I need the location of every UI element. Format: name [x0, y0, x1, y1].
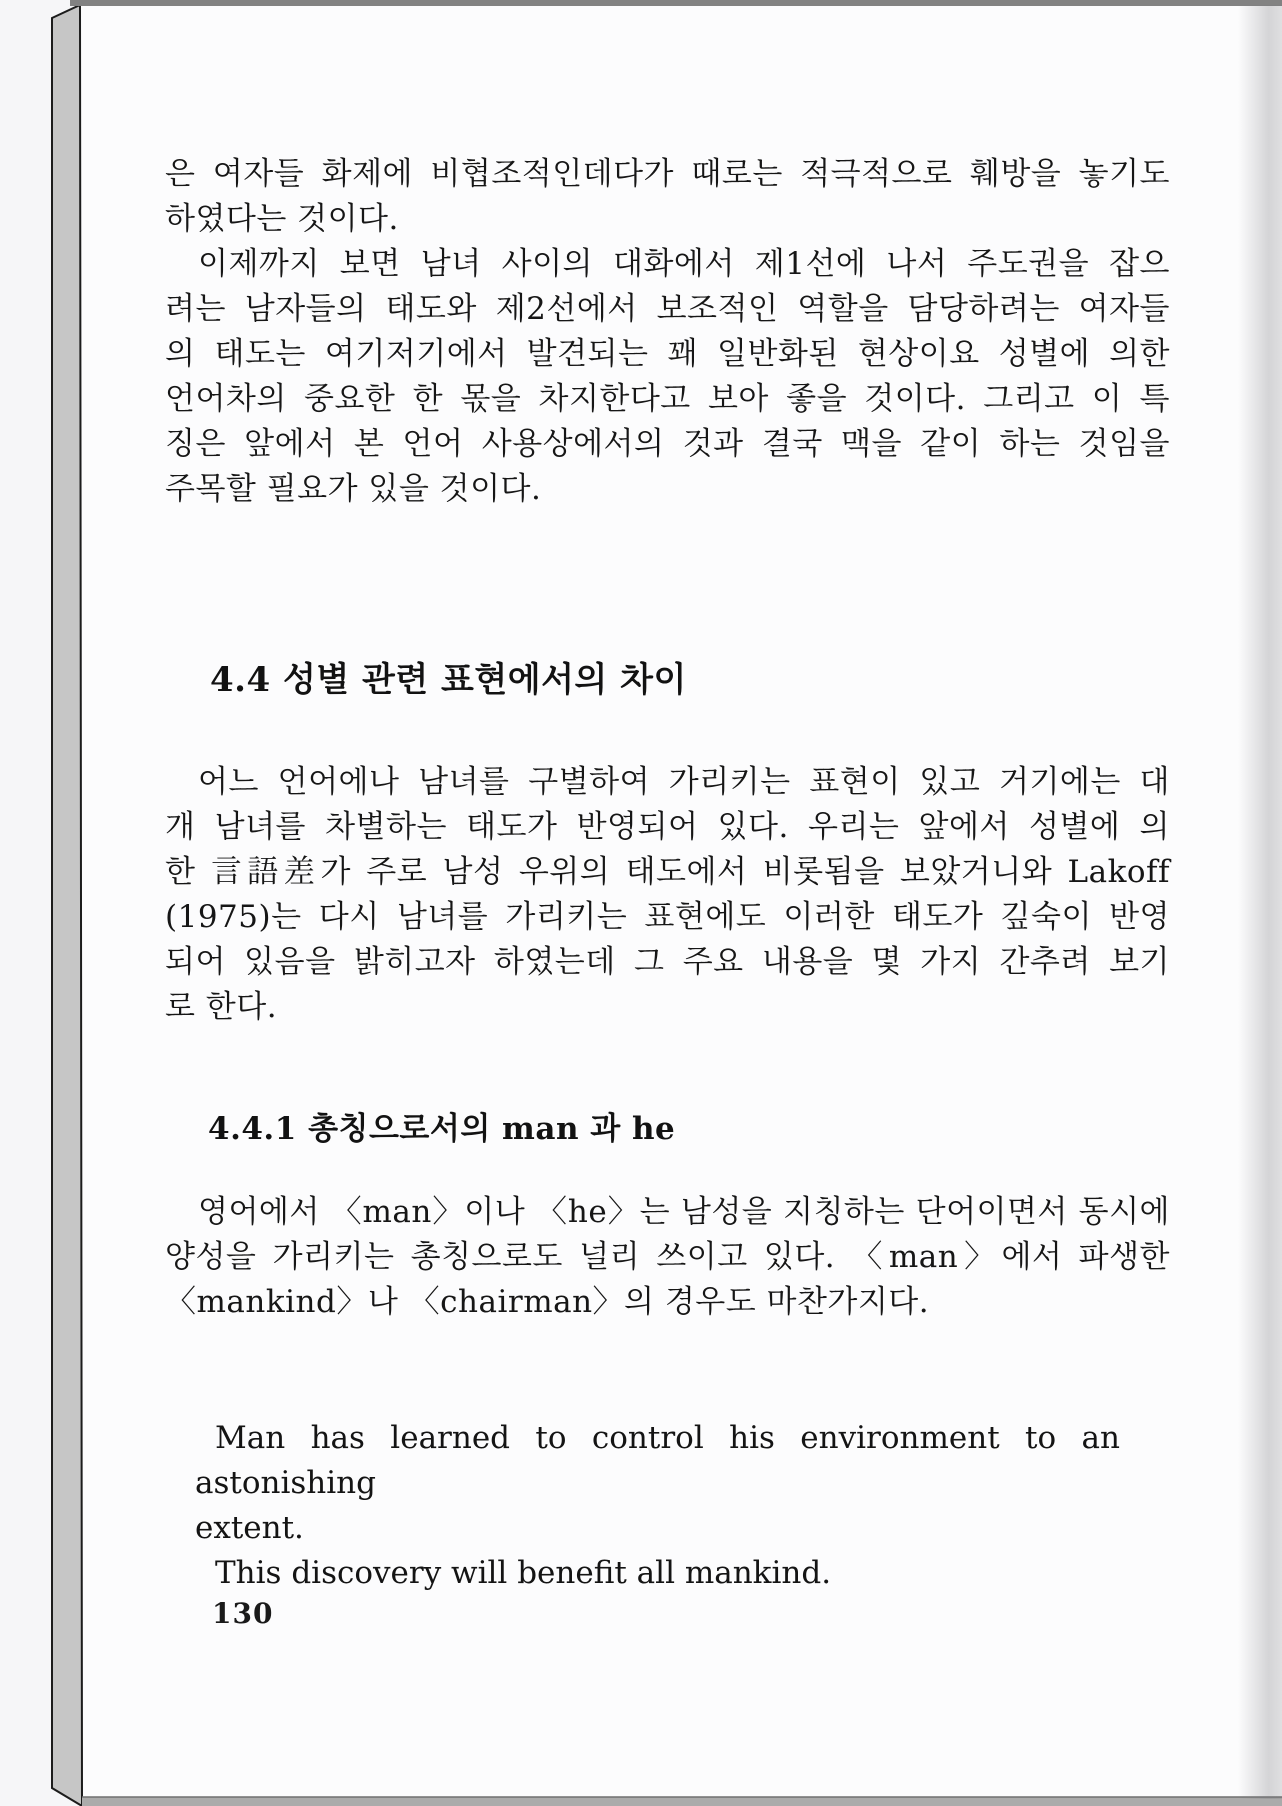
text-line: 려는 남자들의 태도와 제2선에서 보조적인 역할을 담당하려는 여자들	[165, 291, 1170, 327]
text-line: 한 言語差가 주로 남성 우위의 태도에서 비롯됨을 보았거니와 Lakoff	[165, 854, 1170, 890]
text-line: 주목할 필요가 있을 것이다.	[165, 471, 542, 507]
subsection-heading-4-4-1: 4.4.1 총칭으로서의 man 과 he	[208, 1111, 676, 1147]
english-example-block	[195, 1416, 1120, 1596]
text-line: 되어 있음을 밝히고자 하였는데 그 주요 내용을 몇 가지 간추려 보기	[165, 944, 1170, 980]
text-line: 언어차의 중요한 한 몫을 차지한다고 보아 좋을 것이다. 그리고 이 특	[165, 381, 1170, 417]
text-line: (1975)는 다시 남녀를 가리키는 표현에도 이러한 태도가 깊숙이 반영	[165, 899, 1170, 935]
text-line: 이제까지 보면 남녀 사이의 대화에서 제1선에 나서 주도권을 잡으	[198, 246, 1170, 282]
section-heading-4-4: 4.4 성별 관련 표현에서의 차이	[210, 660, 687, 700]
text-line: 은 여자들 화제에 비협조적인데다가 때로는 적극적으로 훼방을 놓기도	[165, 156, 1170, 192]
example-line: extent.	[195, 1510, 304, 1546]
page-curl-shading	[1238, 5, 1282, 1799]
text-line: 의 태도는 여기저기에서 발견되는 꽤 일반화된 현상이요 성별에 의한	[165, 336, 1170, 372]
body-paragraph-3	[165, 760, 1170, 1030]
text-line: 〈mankind〉나 〈chairman〉의 경우도 마찬가지다.	[165, 1284, 930, 1320]
text-line: 로 한다.	[165, 989, 278, 1025]
page-number: 130	[212, 1597, 274, 1630]
text-line: 하였다는 것이다.	[165, 201, 399, 237]
text-line: 영어에서 〈man〉이나 〈he〉는 남성을 지칭하는 단어이면서 동시에	[198, 1194, 1170, 1230]
body-paragraph-1-2	[165, 152, 1170, 512]
text-line: 양성을 가리키는 총칭으로도 널리 쓰이고 있다. 〈man〉에서 파생한	[165, 1239, 1170, 1275]
text-line: 징은 앞에서 본 언어 사용상에서의 것과 결국 맥을 같이 하는 것임을	[165, 426, 1170, 462]
example-line: Man has learned to control his environment to an astonishing	[195, 1420, 1120, 1501]
text-line: 어느 언어에나 남녀를 구별하여 가리키는 표현이 있고 거기에는 대	[198, 764, 1170, 800]
body-paragraph-4	[165, 1190, 1170, 1325]
example-line: This discovery will benefit all mankind.	[215, 1555, 832, 1591]
text-line: 개 남녀를 차별하는 태도가 반영되어 있다. 우리는 앞에서 성별에 의	[165, 809, 1170, 845]
